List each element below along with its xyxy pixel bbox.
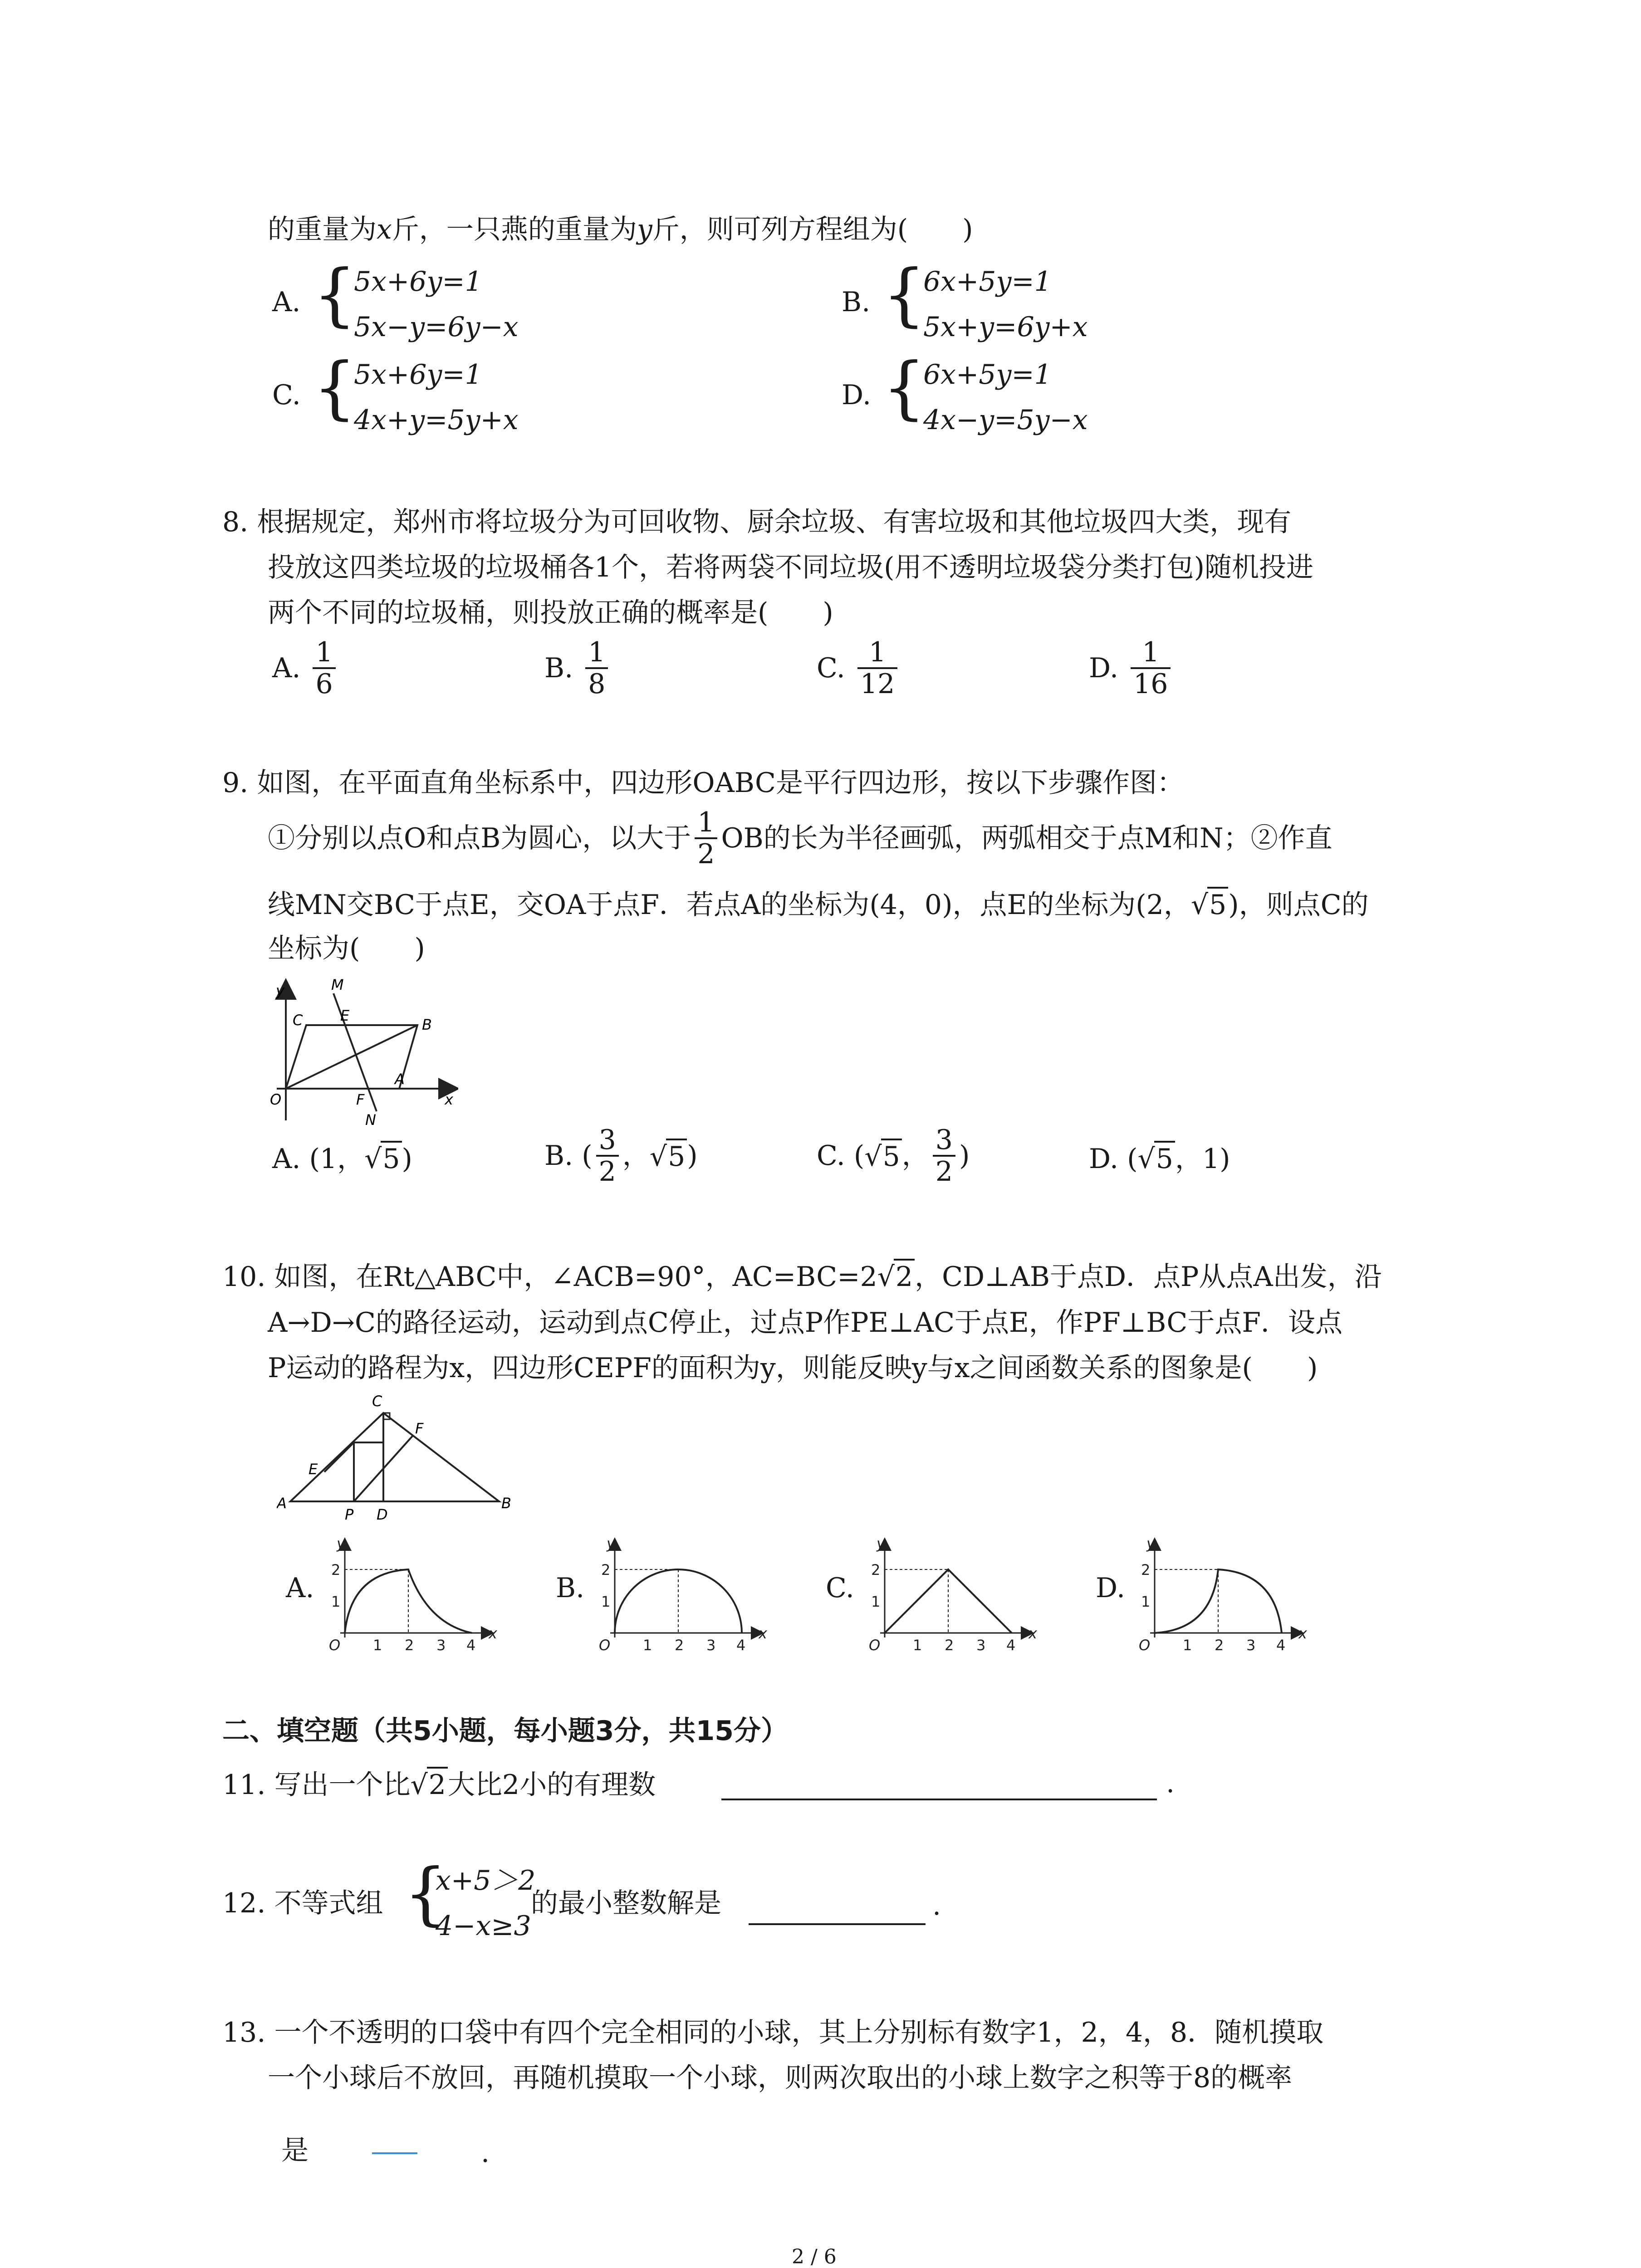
q10-triangle-figure: [277, 1388, 513, 1524]
q7-option-c-eq1: 5x+6y=1: [354, 359, 482, 391]
q8-line-2: 投放这四类垃圾的垃圾桶各1个，若将两袋不同垃圾(用不透明垃圾袋分类打包)随机投进: [268, 552, 1313, 583]
q10-fig-label-d: D: [377, 1506, 388, 1523]
q7-option-b-label: B.: [842, 286, 871, 318]
tick-y-1: 1: [871, 1593, 881, 1610]
q10-fig-label-e: E: [309, 1461, 318, 1478]
q9-fig-label-b: B: [422, 1016, 432, 1033]
tick-y-2: 2: [331, 1561, 341, 1579]
q12-text-b: 的最小整数解是: [531, 1887, 721, 1919]
q10-graph-d: [1127, 1529, 1318, 1656]
tick-x-1: 1: [1183, 1637, 1192, 1654]
q9-fig-label-y: y: [276, 982, 284, 999]
q11-text: 11. 写出一个比√2大比2小的有理数: [222, 1767, 656, 1801]
q7-continuation: 的重量为x斤，一只燕的重量为y斤，则可列方程组为( ): [268, 214, 973, 245]
q9-line-2: ①分别以点O和点B为圆心，以大于 $\frac{1}{2}$ OB的长为半径画弧，两弧相交于点M和N；②作直: [268, 807, 1332, 870]
q7-option-a-brace: {: [313, 255, 357, 334]
q9-fig-label-e: E: [340, 1007, 350, 1024]
q9-option-a: A. (1，√5): [272, 1141, 412, 1175]
q12-ineq-1: x+5＞2: [436, 1865, 536, 1897]
q8-option-b: B. $\frac{1}{8}$: [544, 637, 612, 699]
q9-option-b: B. ( $\frac{3}{2}$ ，√5): [544, 1124, 698, 1188]
tick-x-1: 1: [643, 1637, 652, 1654]
q9-fig-label-x: x: [445, 1091, 453, 1108]
q11-answer-blank[interactable]: [721, 1799, 1157, 1800]
page-number: 2 / 6: [792, 2245, 837, 2268]
tick-y-1: 1: [331, 1593, 341, 1610]
axis-label-y: y: [337, 1535, 345, 1552]
origin-label: O: [1139, 1637, 1151, 1654]
tick-y-2: 2: [601, 1561, 611, 1579]
q7-option-d-eq1: 6x+5y=1: [923, 359, 1052, 391]
q7-option-b-brace: {: [882, 255, 926, 334]
section-2-title: 二、填空题（共5小题，每小题3分，共15分）: [222, 1715, 788, 1747]
q13-line-2: 一个小球后不放回，再随机摸取一个小球，则两次取出的小球上数字之积等于8的概率: [268, 2062, 1293, 2094]
axis-label-y: y: [877, 1535, 885, 1552]
tick-x-3: 3: [976, 1637, 986, 1654]
q13-answer-blank[interactable]: [372, 2152, 417, 2154]
q8-line-3: 两个不同的垃圾桶，则投放正确的概率是( ): [268, 597, 833, 629]
q9-fig-label-m: M: [331, 976, 344, 993]
q12-end-period: .: [932, 1890, 941, 1921]
q10-option-a-label: A.: [286, 1572, 314, 1604]
q7-option-c-eq2: 4x+y=5y+x: [354, 404, 519, 436]
origin-label: O: [869, 1637, 881, 1654]
tick-x-4: 4: [1006, 1637, 1016, 1654]
axis-label-x: x: [759, 1625, 767, 1642]
q10-line-1: 10. 如图，在Rt△ABC中，∠ACB=90°，AC=BC=2√2，CD⊥AB于点D．点P从点A出发，沿: [222, 1259, 1382, 1293]
q10-line-2: A→D→C的路径运动，运动到点C停止，过点P作PE⊥AC于点E，作PF⊥BC于点F．设点: [268, 1307, 1342, 1339]
q10-graph-c: [857, 1529, 1048, 1656]
q10-fig-label-c: C: [372, 1393, 382, 1410]
tick-y-1: 1: [1141, 1593, 1151, 1610]
tick-x-3: 3: [436, 1637, 446, 1654]
q8-option-a: A. $\frac{1}{6}$: [272, 637, 339, 699]
tick-x-1: 1: [373, 1637, 382, 1654]
q7-option-d-eq2: 4x−y=5y−x: [923, 404, 1088, 436]
tick-x-1: 1: [913, 1637, 922, 1654]
q9-fig-label-a: A: [395, 1070, 405, 1088]
tick-y-1: 1: [601, 1593, 611, 1610]
q9-line-3: 线MN交BC于点E，交OA于点F．若点A的坐标为(4，0)，点E的坐标为(2，√5)，则点C的: [268, 887, 1369, 921]
tick-y-2: 2: [1141, 1561, 1151, 1579]
q12-text-a: 12. 不等式组: [222, 1887, 383, 1919]
tick-x-2: 2: [945, 1637, 954, 1654]
q9-option-d: D. (√5，1): [1089, 1141, 1230, 1175]
tick-x-4: 4: [1276, 1637, 1286, 1654]
q8-line-1: 8. 根据规定，郑州市将垃圾分为可回收物、厨余垃圾、有害垃圾和其他垃圾四大类，现有: [222, 506, 1292, 538]
q12-brace: {: [404, 1854, 447, 1933]
q7-option-b-eq1: 6x+5y=1: [923, 266, 1052, 298]
axis-label-y: y: [607, 1535, 615, 1552]
q10-graph-b: [588, 1529, 778, 1656]
q7-option-a-eq1: 5x+6y=1: [354, 266, 482, 298]
tick-x-4: 4: [736, 1637, 746, 1654]
q9-line-4: 坐标为( ): [268, 933, 425, 964]
tick-x-2: 2: [1215, 1637, 1224, 1654]
tick-x-4: 4: [466, 1637, 476, 1654]
q9-fig-label-c: C: [293, 1012, 303, 1029]
q10-option-c-label: C.: [826, 1572, 854, 1604]
q7-option-a-label: A.: [272, 286, 301, 318]
q10-option-d-label: D.: [1096, 1572, 1126, 1604]
q9-option-c: C. (√5， $\frac{3}{2}$ ): [817, 1124, 970, 1188]
q10-fig-label-p: P: [345, 1506, 354, 1523]
tick-x-3: 3: [1246, 1637, 1256, 1654]
tick-x-3: 3: [706, 1637, 716, 1654]
tick-y-2: 2: [871, 1561, 881, 1579]
q7-option-b-eq2: 5x+y=6y+x: [923, 311, 1088, 343]
q13-line-1: 13. 一个不透明的口袋中有四个完全相同的小球，其上分别标有数字1，2，4，8．随机摸取: [222, 2017, 1324, 2048]
q7-option-c-label: C.: [272, 379, 301, 411]
tick-x-2: 2: [405, 1637, 414, 1654]
q7-option-d-brace: {: [882, 348, 926, 427]
axis-label-x: x: [489, 1625, 497, 1642]
q9-parallelogram-figure: [263, 975, 458, 1129]
origin-label: O: [329, 1637, 341, 1654]
q7-option-c-brace: {: [313, 348, 357, 427]
q10-graph-a: [318, 1529, 508, 1656]
q11-end-period: .: [1166, 1767, 1175, 1799]
q10-fig-label-b: B: [501, 1495, 511, 1512]
tick-x-2: 2: [675, 1637, 684, 1654]
axis-label-x: x: [1029, 1625, 1037, 1642]
q7-option-d-label: D.: [842, 379, 872, 411]
q12-ineq-2: 4−x≥3: [436, 1910, 531, 1942]
q8-option-d: D. $\frac{1}{16}$: [1089, 637, 1174, 699]
q13-line-3: 是: [281, 2135, 309, 2166]
q12-answer-blank[interactable]: [749, 1923, 926, 1925]
origin-label: O: [599, 1637, 611, 1654]
q8-option-c: C. $\frac{1}{12}$: [817, 637, 901, 699]
q7-option-a-eq2: 5x−y=6y−x: [354, 311, 519, 343]
q10-line-3: P运动的路程为x，四边形CEPF的面积为y，则能反映y与x之间函数关系的图象是( ): [268, 1352, 1318, 1384]
q10-fig-label-a: A: [277, 1495, 287, 1512]
q9-line-1: 9. 如图，在平面直角坐标系中，四边形OABC是平行四边形，按以下步骤作图：: [222, 767, 1184, 799]
q9-fig-label-o: O: [270, 1091, 282, 1108]
axis-label-y: y: [1146, 1535, 1155, 1552]
axis-label-x: x: [1298, 1625, 1307, 1642]
q13-end-period: .: [481, 2137, 490, 2169]
q10-fig-label-f: F: [415, 1420, 424, 1437]
q9-fig-label-n: N: [365, 1111, 376, 1129]
q9-fig-label-f: F: [356, 1091, 365, 1108]
q10-option-b-label: B.: [556, 1572, 585, 1604]
